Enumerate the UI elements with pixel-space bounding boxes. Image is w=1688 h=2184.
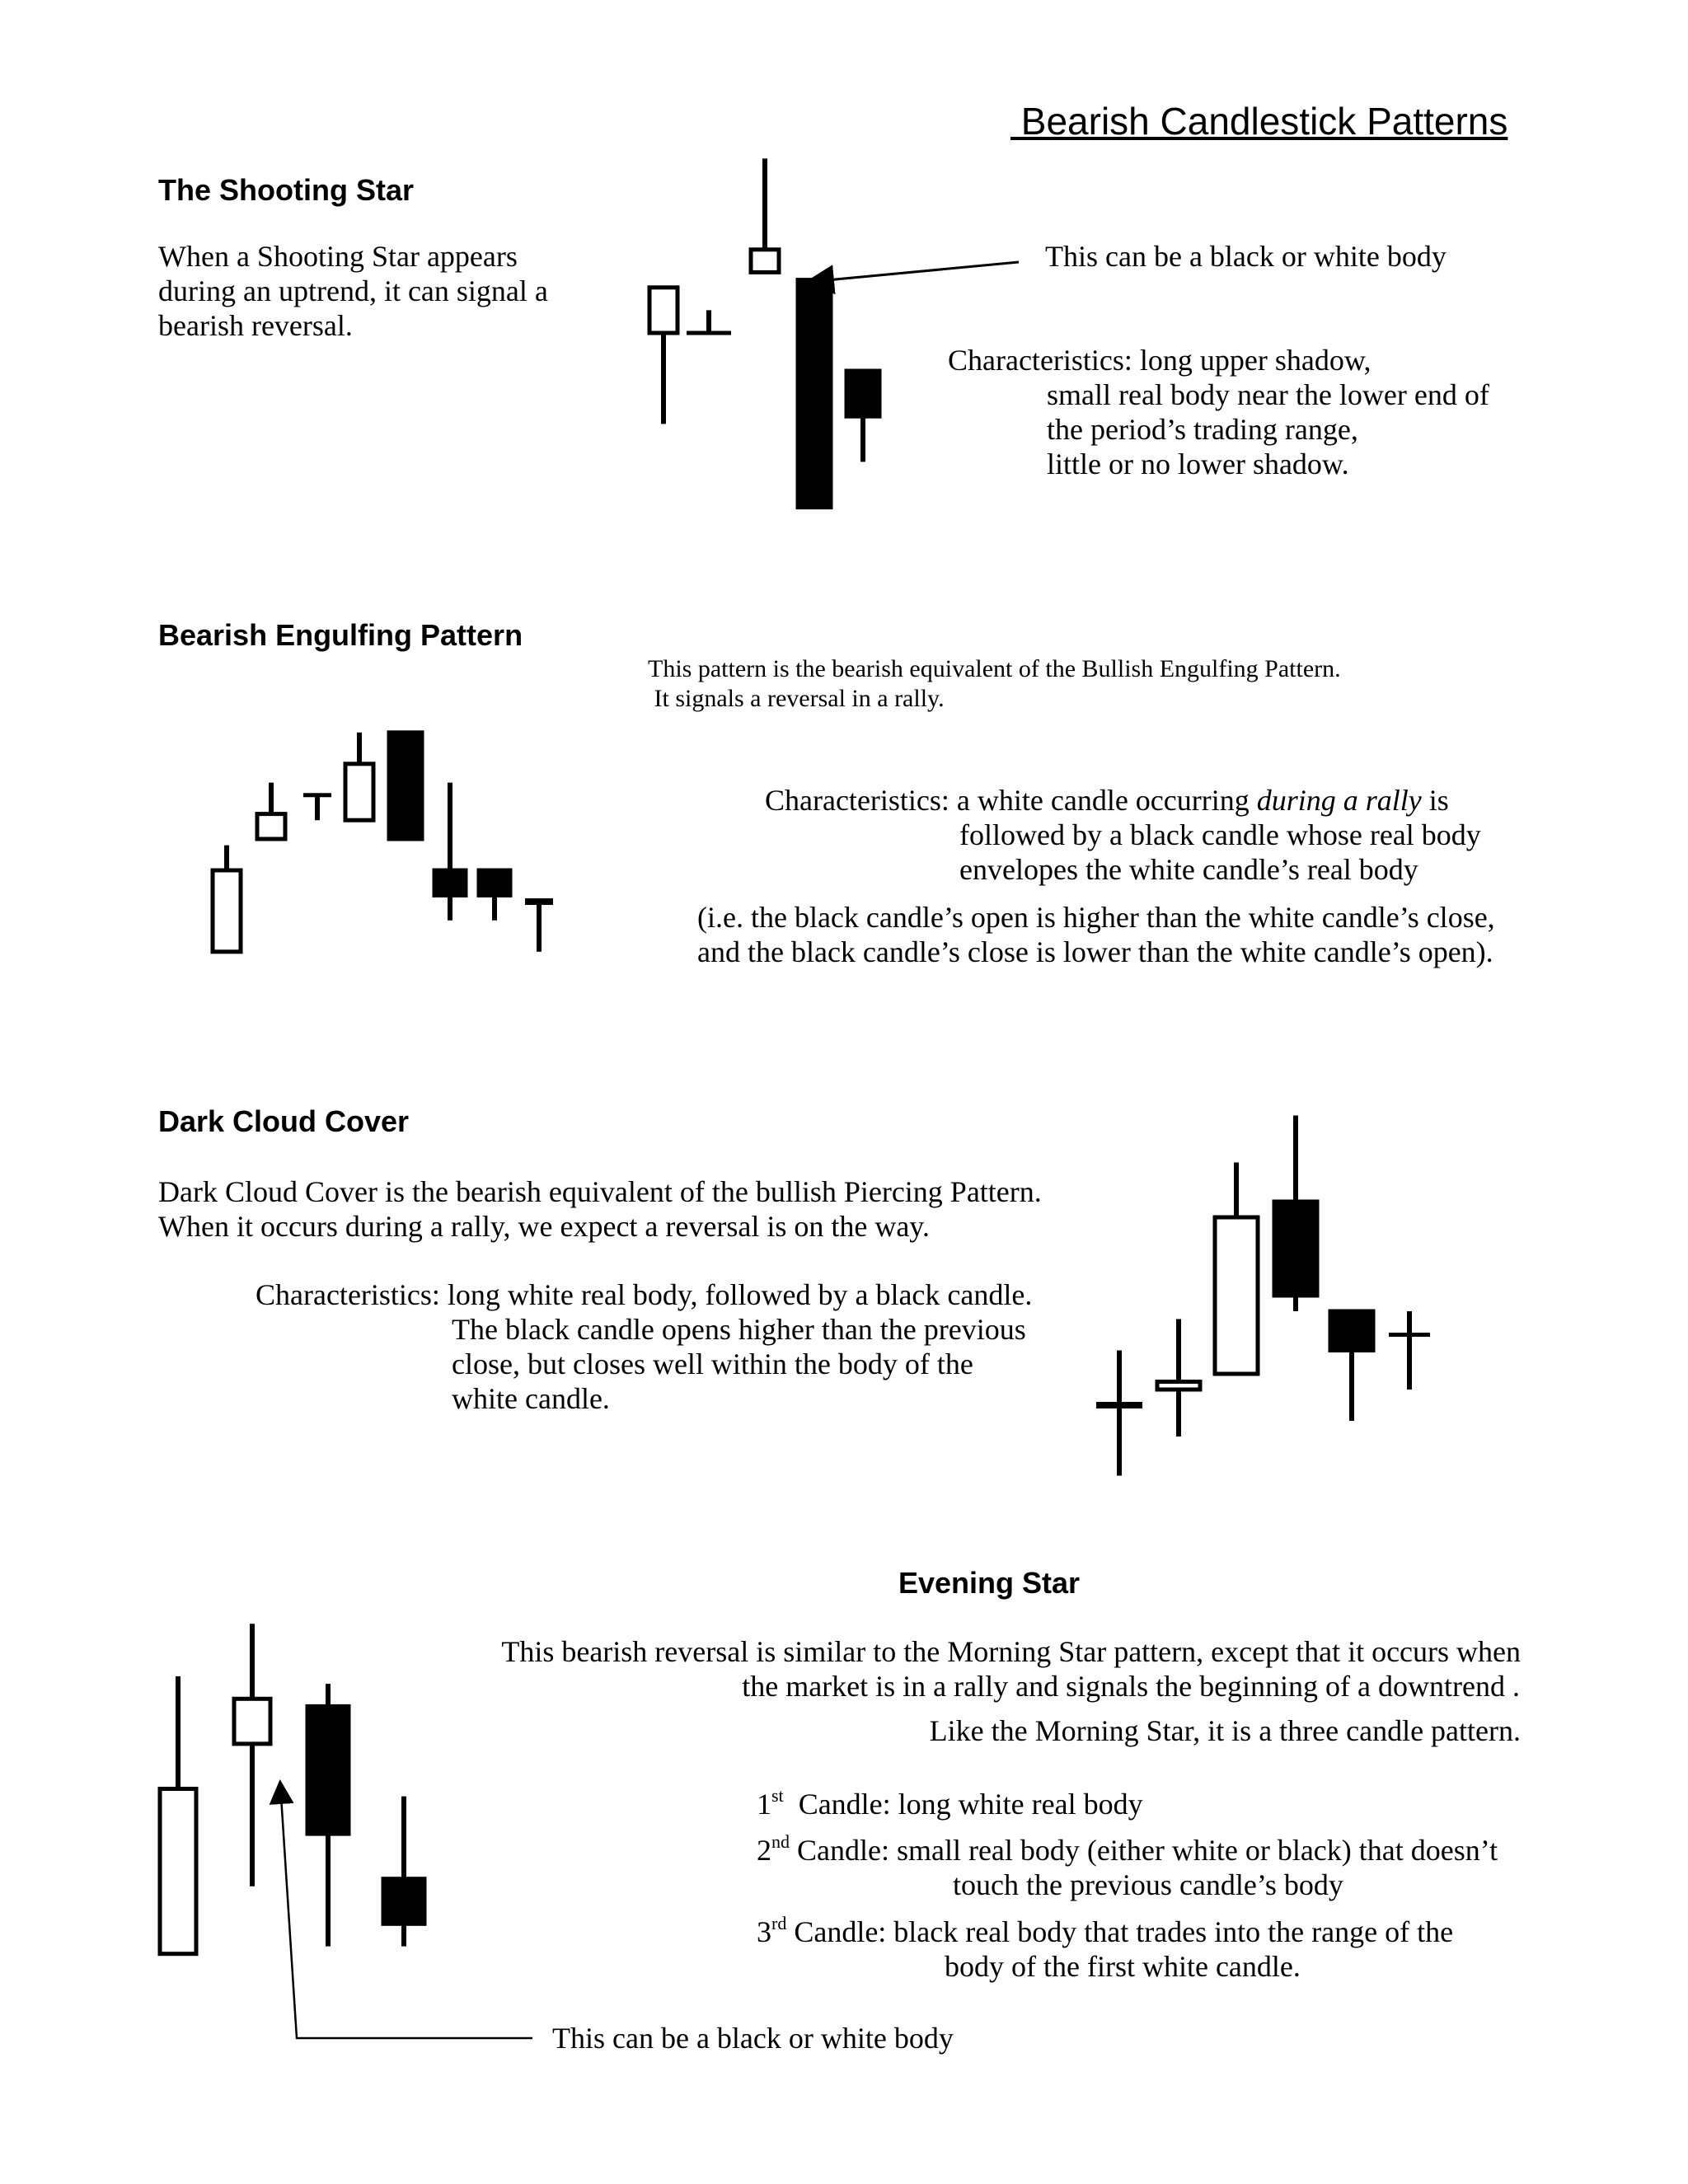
ordinal-suffix: rd (771, 1913, 787, 1933)
candle-body (1274, 1202, 1317, 1296)
page-title: Bearish Candlestick Patterns (1010, 100, 1508, 143)
candle-1-white (160, 1676, 196, 1954)
candle-body (434, 870, 466, 895)
candle-3-white (751, 158, 779, 272)
candle-3-line-2: body of the first white candle. (945, 1950, 1301, 1983)
char-italic: during a rally (1256, 784, 1422, 817)
candle-5-black (846, 371, 879, 462)
candle-body (751, 250, 779, 273)
shooting-star-description (158, 239, 548, 343)
ordinal-suffix: st (771, 1785, 784, 1806)
candle-3-line-1: Candle: black real body that trades into the range of the (786, 1915, 1454, 1948)
dark-cloud-heading: Dark Cloud Cover (158, 1104, 410, 1138)
char-line: close, but closes well within the body of the (452, 1347, 973, 1380)
candle-3-white (303, 795, 331, 820)
engulfing-intro (648, 654, 1341, 714)
intro-line: It signals a reversal in a rally. (648, 685, 945, 712)
ie-line: (i.e. the black candle’s open is higher than the white candle’s close, (697, 901, 1495, 934)
candle-4-black (1274, 1116, 1317, 1312)
shooting-star-arrow (799, 247, 1030, 297)
dark-cloud-characteristics (256, 1277, 1032, 1416)
desc-line: This bearish reversal is similar to the Morning Star pattern, except that it occurs when (501, 1635, 1521, 1668)
desc-line: When it occurs during a rally, we expect a reversal is on the way. (158, 1210, 930, 1243)
candle-body (257, 814, 285, 839)
candle-body (160, 1789, 196, 1954)
candle-1-black (1096, 1351, 1142, 1476)
candle-1-white (213, 846, 241, 952)
ordinal: 3 (757, 1915, 771, 1948)
char-line: Characteristics: long upper shadow, (948, 344, 1372, 377)
candle-4-white (345, 733, 373, 820)
engulfing-heading: Bearish Engulfing Pattern (158, 618, 523, 652)
arrow-line (809, 262, 1019, 282)
candle-8-black (525, 902, 553, 952)
candle-2-white (687, 310, 731, 333)
ie-line: and the black candle’s close is lower than the white candle’s open). (697, 935, 1493, 968)
candle-body (234, 1699, 270, 1744)
candle-body (389, 733, 422, 839)
engulfing-characteristics (765, 783, 1481, 887)
evening-star-note: This can be a black or white body (552, 2022, 954, 2055)
candle-4-black (798, 280, 831, 508)
candle-2-white (1157, 1319, 1200, 1437)
desc-line: bearish reversal. (158, 309, 353, 342)
desc-line: When a Shooting Star appears (158, 240, 518, 273)
candle-body (213, 870, 241, 952)
ordinal: 1 (757, 1788, 771, 1821)
desc-line: the market is in a rally and signals the beginning of a downtrend . (742, 1670, 1520, 1703)
candle-5-black (389, 733, 422, 839)
char-line: little or no lower shadow. (1047, 448, 1349, 480)
candle-1-white (649, 288, 678, 424)
intro-line: This pattern is the bearish equivalent of the Bullish Engulfing Pattern. (648, 655, 1341, 682)
candle-body (1330, 1311, 1373, 1351)
candle-body (649, 288, 678, 333)
candle-1-line: Candle: long white real body (783, 1788, 1143, 1821)
candle-3-white (1215, 1163, 1258, 1375)
candle-body (798, 280, 831, 508)
evening-star-heading: Evening Star (898, 1566, 1081, 1600)
dark-cloud-description (158, 1174, 1042, 1244)
char-line: white candle. (452, 1382, 610, 1415)
dark-cloud-chart (1080, 1088, 1442, 1500)
evening-star-arrow (264, 1772, 544, 2044)
shooting-star-chart (635, 157, 907, 569)
desc-line: during an uptrend, it can signal a (158, 274, 548, 307)
candle-6-white (1389, 1311, 1430, 1390)
ordinal-suffix: nd (771, 1831, 790, 1852)
char-line: the period’s trading range, (1047, 413, 1358, 446)
ordinal: 2 (757, 1834, 771, 1867)
candle-2-line-1: Candle: small real body (either white or black) that doesn’t (790, 1834, 1498, 1867)
candle-1-text (757, 1787, 1143, 1821)
candle-2-line-2: touch the previous candle’s body (953, 1868, 1343, 1901)
candle-2-text (757, 1833, 1498, 1902)
candle-3-line (757, 1915, 1453, 1949)
candle-7-black (479, 870, 510, 921)
engulfing-ie-note (697, 900, 1495, 969)
desc-line: Like the Morning Star, it is a three candle pattern. (929, 1714, 1521, 1747)
char-line: small real body near the lower end of (1047, 378, 1489, 411)
char-suffix: is (1421, 784, 1449, 817)
candle-body (846, 371, 879, 416)
shooting-star-characteristics (948, 343, 1489, 481)
candle-3-text (757, 1915, 1453, 1984)
char-line: The black candle opens higher than the previous (452, 1313, 1026, 1346)
engulfing-chart (198, 692, 560, 1005)
char-prefix: Characteristics: a white candle occurring (765, 784, 1257, 817)
char-line (765, 783, 1481, 818)
shooting-star-heading: The Shooting Star (158, 173, 414, 207)
candle-2-line (757, 1833, 1498, 1868)
char-line: envelopes the white candle’s real body (959, 853, 1418, 886)
candle-body (1215, 1217, 1258, 1374)
char-line: followed by a black candle whose real body (959, 818, 1481, 851)
shooting-star-note: This can be a black or white body (1045, 240, 1447, 273)
evening-star-description (412, 1634, 1521, 1748)
arrow-line (280, 1783, 532, 2038)
candle-2-white (257, 783, 285, 839)
candle-5-black (1330, 1311, 1373, 1421)
candle-body (345, 764, 373, 820)
candle-body (479, 870, 510, 895)
char-line: Characteristics: long white real body, followed by a black candle. (256, 1278, 1033, 1311)
candle-6-black (434, 783, 466, 921)
desc-line: Dark Cloud Cover is the bearish equivalent of the bullish Piercing Pattern. (158, 1175, 1042, 1208)
candle-body (1157, 1382, 1200, 1390)
